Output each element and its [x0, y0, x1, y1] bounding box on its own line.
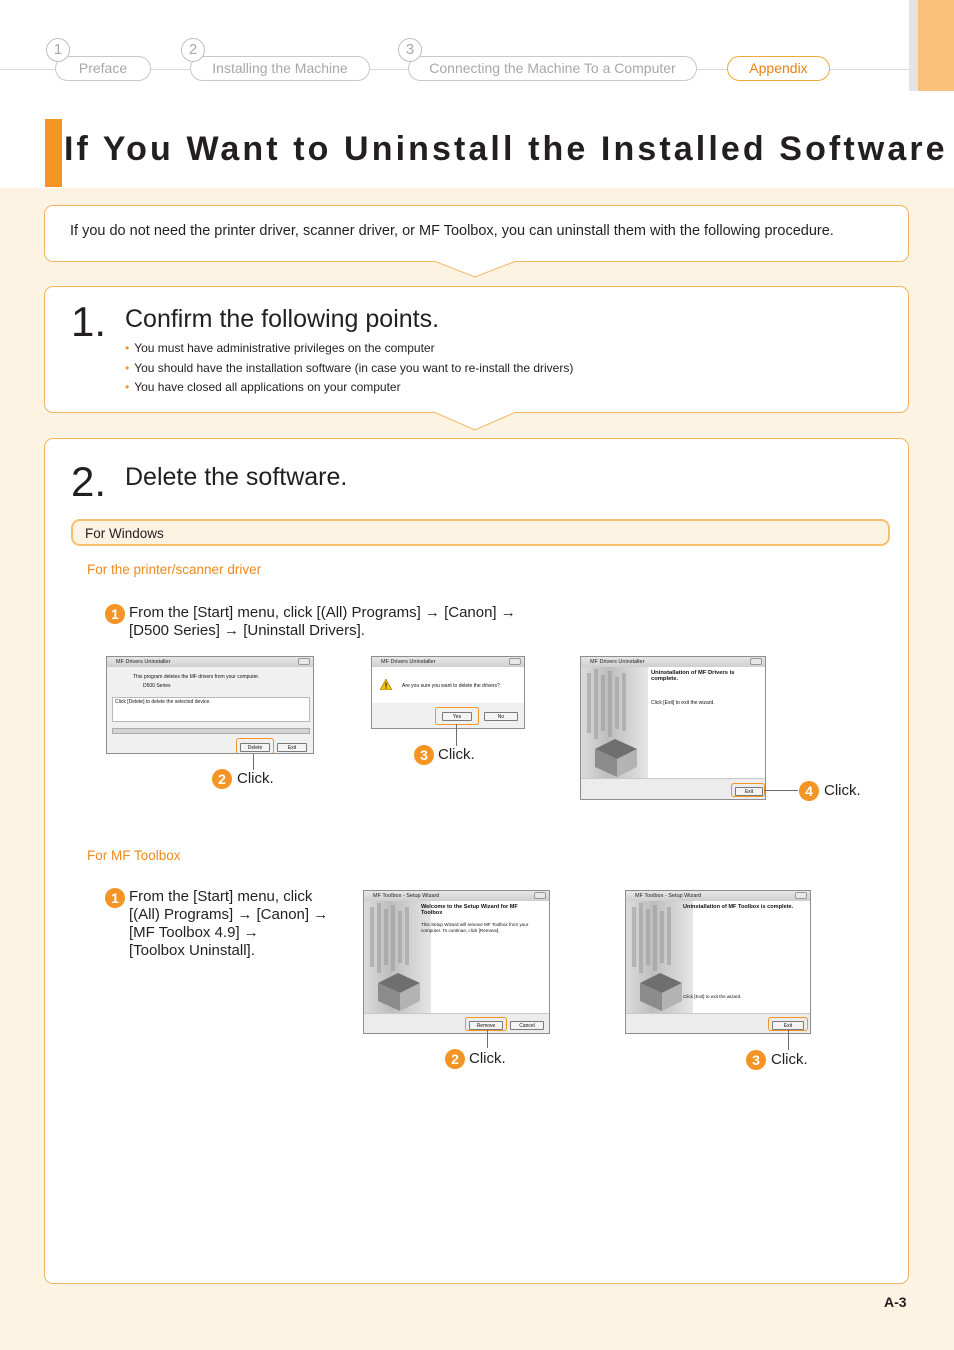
close-icon[interactable]: [298, 658, 310, 665]
highlight-frame: [768, 1017, 808, 1031]
list-item: • You must have administrative privileges on the computer: [125, 341, 435, 355]
driver-subheading: For the printer/scanner driver: [87, 562, 262, 577]
bullet-icon: •: [125, 341, 130, 355]
progress-bar: [112, 728, 310, 734]
step-badge-1: 1: [105, 604, 125, 624]
no-button[interactable]: No: [484, 712, 518, 721]
click-label: Click.: [469, 1050, 506, 1067]
tab-installing-number: 2: [181, 38, 205, 62]
intro-text: If you do not need the printer driver, scanner driver, or MF Toolbox, you can uninstall them with the following procedure.: [70, 223, 834, 239]
tab-connecting-number: 3: [398, 38, 422, 62]
step-badge-2: 2: [212, 769, 232, 789]
step-2-number: 2.: [71, 458, 107, 505]
dialog-titlebar: MF Drivers Uninstaller: [581, 657, 765, 667]
exit-button[interactable]: Exit: [735, 787, 763, 796]
dialog-message: This program deletes the MF drivers from your computer.: [133, 674, 260, 680]
toolbox-setup-wizard-dialog: [363, 890, 550, 1034]
warning-icon: [380, 679, 392, 690]
title-accent-bar: [45, 119, 62, 187]
click-label: Click.: [824, 782, 861, 799]
step-1-box: [44, 286, 909, 413]
highlight-frame: [731, 783, 765, 797]
close-icon[interactable]: [750, 658, 762, 665]
close-icon[interactable]: [795, 892, 807, 899]
requirements-list: [125, 341, 573, 400]
toolbox-instruction: From the [Start] menu, click [(All) Programs] → [Canon] → [MF Toolbox 4.9] → [Toolbox Uninstall].: [129, 888, 329, 959]
cancel-button[interactable]: Cancel: [510, 1021, 544, 1030]
page-title: If You Want to Uninstall the Installed Software: [64, 130, 948, 168]
step-badge-2: 2: [445, 1049, 465, 1069]
bullet-icon: •: [125, 360, 130, 375]
close-icon[interactable]: [534, 892, 546, 899]
leader-line: [788, 1030, 789, 1050]
list-item: • You have closed all applications on your computer: [125, 380, 401, 394]
wizard-heading: Toolbox: [421, 910, 443, 916]
leader-line: [253, 754, 254, 770]
wizard-body: computer. To continue, click [Remove].: [421, 928, 500, 933]
wizard-heading: Uninstallation of MF Toolbox is complete.: [683, 904, 794, 910]
step-badge-4: 4: [799, 781, 819, 801]
step-1-number: 1.: [71, 298, 107, 345]
remove-button[interactable]: Remove: [469, 1021, 503, 1030]
toolbox-subheading: For MF Toolbox: [87, 848, 181, 863]
uninstaller-dialog: [106, 656, 314, 754]
step-1-heading: Confirm the following points.: [125, 305, 440, 333]
arrow-down-icon: [434, 412, 516, 432]
appendix-corner-tab: [918, 0, 954, 91]
step-badge-3: 3: [414, 745, 434, 765]
wizard-hint: Click [Exit] to exit the wizard.: [683, 994, 742, 999]
click-label: Click.: [771, 1051, 808, 1068]
yes-button[interactable]: Yes: [442, 712, 472, 721]
dialog-hint: Click [Delete] to delete the selected device.: [115, 699, 211, 705]
cube-graphic: [364, 901, 431, 1015]
wizard-content: [648, 667, 766, 780]
dialog-titlebar: MF Toolbox - Setup Wizard: [626, 891, 810, 901]
leader-line: [487, 1030, 488, 1048]
page-number: A-3: [884, 1294, 907, 1310]
for-windows-band: For Windows: [71, 519, 890, 546]
confirm-dialog: [371, 656, 525, 729]
highlight-frame: [236, 738, 274, 754]
toolbox-complete-dialog: [625, 890, 811, 1034]
bullet-icon: •: [125, 380, 130, 394]
click-label: Click.: [438, 746, 475, 763]
exit-button[interactable]: Exit: [277, 743, 307, 752]
tab-appendix[interactable]: Appendix: [727, 56, 830, 81]
tab-preface-number: 1: [46, 38, 70, 62]
intro-box: [44, 205, 909, 262]
arrow-down-icon: [434, 261, 516, 279]
wizard-content: [431, 901, 550, 1015]
wizard-banner-image: [364, 901, 431, 1015]
list-item: • You should have the installation software (in case you want to re-install the drivers): [125, 360, 574, 375]
dialog-titlebar: MF Drivers Uninstaller: [372, 657, 524, 667]
leader-line: [764, 790, 798, 791]
step-badge-1: 1: [105, 888, 125, 908]
click-label: Click.: [237, 770, 274, 787]
highlight-frame: [465, 1017, 507, 1031]
wizard-banner-image: [581, 667, 648, 780]
wizard-hint: Click [Exit] to exit the wizard.: [651, 700, 715, 706]
dialog-titlebar: MF Drivers Uninstaller: [107, 657, 313, 667]
tab-installing-the-machine[interactable]: Installing the Machine: [190, 56, 370, 81]
dialog-titlebar: MF Toolbox - Setup Wizard: [364, 891, 549, 901]
wizard-heading: Uninstallation of MF Drivers is: [651, 670, 735, 676]
wizard-heading: complete.: [651, 676, 679, 682]
exit-button[interactable]: Exit: [772, 1021, 804, 1030]
uninstall-complete-dialog: [580, 656, 766, 800]
step-2-heading: Delete the software.: [125, 463, 348, 491]
device-name: D500 Series: [143, 683, 171, 689]
device-list[interactable]: [112, 697, 310, 722]
corner-decoration: [909, 0, 918, 91]
tab-preface[interactable]: Preface: [55, 56, 151, 81]
leader-line: [456, 724, 457, 746]
delete-button[interactable]: Delete: [240, 743, 270, 752]
cube-graphic: [581, 667, 648, 780]
wizard-heading: Welcome to the Setup Wizard for MF: [421, 904, 518, 910]
step-badge-3: 3: [746, 1050, 766, 1070]
dialog-question: Are you sure you want to delete the drivers?: [402, 683, 500, 689]
tab-connecting-the-machine[interactable]: Connecting the Machine To a Computer: [408, 56, 697, 81]
close-icon[interactable]: [509, 658, 521, 665]
wizard-body: This Setup Wizard will remove MF Toolbox from your: [421, 922, 529, 927]
highlight-frame: [435, 707, 479, 725]
driver-instruction: From the [Start] menu, click [(All) Programs] → [Canon] → [D500 Series] → [Uninstall Drivers].: [129, 604, 516, 639]
